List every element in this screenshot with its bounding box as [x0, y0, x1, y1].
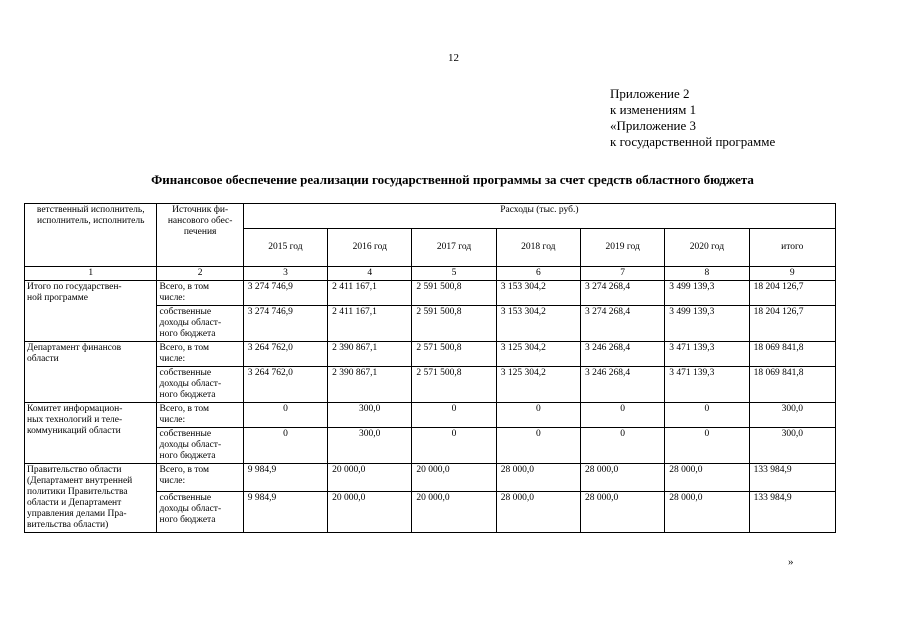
source-cell: Всего, в том числе:	[157, 281, 243, 306]
value-cell: 2 571 500,8	[412, 367, 496, 403]
header-expenses: Расходы (тыс. руб.)	[243, 204, 835, 229]
value-cell: 2 591 500,8	[412, 306, 496, 342]
table-body	[25, 267, 836, 533]
value-cell: 2 571 500,8	[412, 342, 496, 367]
value-cell: 300,0	[749, 428, 835, 464]
table-row	[25, 464, 836, 492]
column-number: 1	[25, 267, 157, 281]
financing-table	[24, 203, 836, 533]
value-cell: 3 471 139,3	[665, 367, 749, 403]
value-cell: 300,0	[328, 403, 412, 428]
value-cell: 3 499 139,3	[665, 306, 749, 342]
value-cell: 0	[496, 428, 580, 464]
source-cell: собственные доходы област- ного бюджета	[157, 367, 243, 403]
appendix-line-3: «Приложение 3	[610, 118, 697, 133]
value-cell: 2 390 867,1	[328, 342, 412, 367]
value-cell: 3 274 746,9	[243, 281, 327, 306]
value-cell: 0	[580, 428, 664, 464]
value-cell: 9 984,9	[243, 464, 327, 492]
executor-cell: Департамент финансов области	[25, 342, 157, 403]
column-number: 8	[665, 267, 749, 281]
column-number: 2	[157, 267, 243, 281]
value-cell: 0	[412, 403, 496, 428]
value-cell: 3 125 304,2	[496, 367, 580, 403]
value-cell: 0	[665, 403, 749, 428]
value-cell: 28 000,0	[665, 464, 749, 492]
table-row	[25, 281, 836, 306]
source-cell: Всего, в том числе:	[157, 464, 243, 492]
table-row	[25, 403, 836, 428]
value-cell: 18 204 126,7	[749, 281, 835, 306]
value-cell: 3 499 139,3	[665, 281, 749, 306]
value-cell: 28 000,0	[580, 464, 664, 492]
value-cell: 28 000,0	[580, 492, 664, 533]
value-cell: 2 591 500,8	[412, 281, 496, 306]
value-cell: 0	[243, 428, 327, 464]
column-number: 4	[328, 267, 412, 281]
value-cell: 3 153 304,2	[496, 281, 580, 306]
value-cell: 3 125 304,2	[496, 342, 580, 367]
value-cell: 0	[580, 403, 664, 428]
header-year-4: 2018 год	[496, 229, 580, 267]
source-cell: Всего, в том числе:	[157, 403, 243, 428]
executor-cell: Итого по государствен- ной программе	[25, 281, 157, 342]
executor-cell: Правительство области (Департамент внутренней политики Правительства области и Департамент управления делами Пра- вительства области)	[25, 464, 157, 533]
header-year-2: 2016 год	[328, 229, 412, 267]
appendix-line-1: Приложение 2	[610, 86, 690, 101]
value-cell: 300,0	[749, 403, 835, 428]
value-cell: 0	[243, 403, 327, 428]
appendix-block	[610, 86, 775, 150]
value-cell: 2 390 867,1	[328, 367, 412, 403]
column-number: 7	[580, 267, 664, 281]
value-cell: 0	[496, 403, 580, 428]
source-cell: собственные доходы област- ного бюджета	[157, 428, 243, 464]
value-cell: 3 246 268,4	[580, 367, 664, 403]
value-cell: 133 984,9	[749, 492, 835, 533]
value-cell: 3 274 268,4	[580, 281, 664, 306]
header-year-6: 2020 год	[665, 229, 749, 267]
source-cell: Всего, в том числе:	[157, 342, 243, 367]
value-cell: 133 984,9	[749, 464, 835, 492]
value-cell: 3 264 762,0	[243, 367, 327, 403]
value-cell: 3 153 304,2	[496, 306, 580, 342]
column-number: 6	[496, 267, 580, 281]
column-number-row	[25, 267, 836, 281]
value-cell: 18 069 841,8	[749, 367, 835, 403]
value-cell: 2 411 167,1	[328, 281, 412, 306]
value-cell: 3 274 746,9	[243, 306, 327, 342]
value-cell: 20 000,0	[412, 464, 496, 492]
executor-cell: Комитет информацион- ных технологий и теле- коммуникаций области	[25, 403, 157, 464]
value-cell: 28 000,0	[496, 464, 580, 492]
value-cell: 20 000,0	[412, 492, 496, 533]
value-cell: 3 264 762,0	[243, 342, 327, 367]
value-cell: 0	[412, 428, 496, 464]
value-cell: 20 000,0	[328, 492, 412, 533]
header-year-1: 2015 год	[243, 229, 327, 267]
column-number: 5	[412, 267, 496, 281]
page-number: 12	[448, 52, 459, 64]
value-cell: 3 274 268,4	[580, 306, 664, 342]
value-cell: 9 984,9	[243, 492, 327, 533]
table-row	[25, 342, 836, 367]
document-title: Финансовое обеспечение реализации государственной программы за счет средств областного бюджета	[151, 172, 754, 187]
header-source: Источник фи- нансового обес- печения	[157, 204, 243, 267]
value-cell: 3 246 268,4	[580, 342, 664, 367]
value-cell: 2 411 167,1	[328, 306, 412, 342]
value-cell: 0	[665, 428, 749, 464]
column-number: 9	[749, 267, 835, 281]
appendix-line-2: к изменениям 1	[610, 102, 697, 117]
value-cell: 20 000,0	[328, 464, 412, 492]
value-cell: 300,0	[328, 428, 412, 464]
value-cell: 28 000,0	[665, 492, 749, 533]
appendix-line-4: к государственной программе	[610, 134, 776, 149]
header-executor: ветственный исполнитель, исполнитель, исполнитель	[25, 204, 157, 267]
value-cell: 18 069 841,8	[749, 342, 835, 367]
source-cell: собственные доходы област- ного бюджета	[157, 492, 243, 533]
value-cell: 3 471 139,3	[665, 342, 749, 367]
value-cell: 18 204 126,7	[749, 306, 835, 342]
header-year-5: 2019 год	[580, 229, 664, 267]
closing-quote: »	[788, 556, 794, 568]
table-header	[25, 204, 836, 267]
value-cell: 28 000,0	[496, 492, 580, 533]
source-cell: собственные доходы област- ного бюджета	[157, 306, 243, 342]
header-year-7: итого	[749, 229, 835, 267]
column-number: 3	[243, 267, 327, 281]
header-year-3: 2017 год	[412, 229, 496, 267]
